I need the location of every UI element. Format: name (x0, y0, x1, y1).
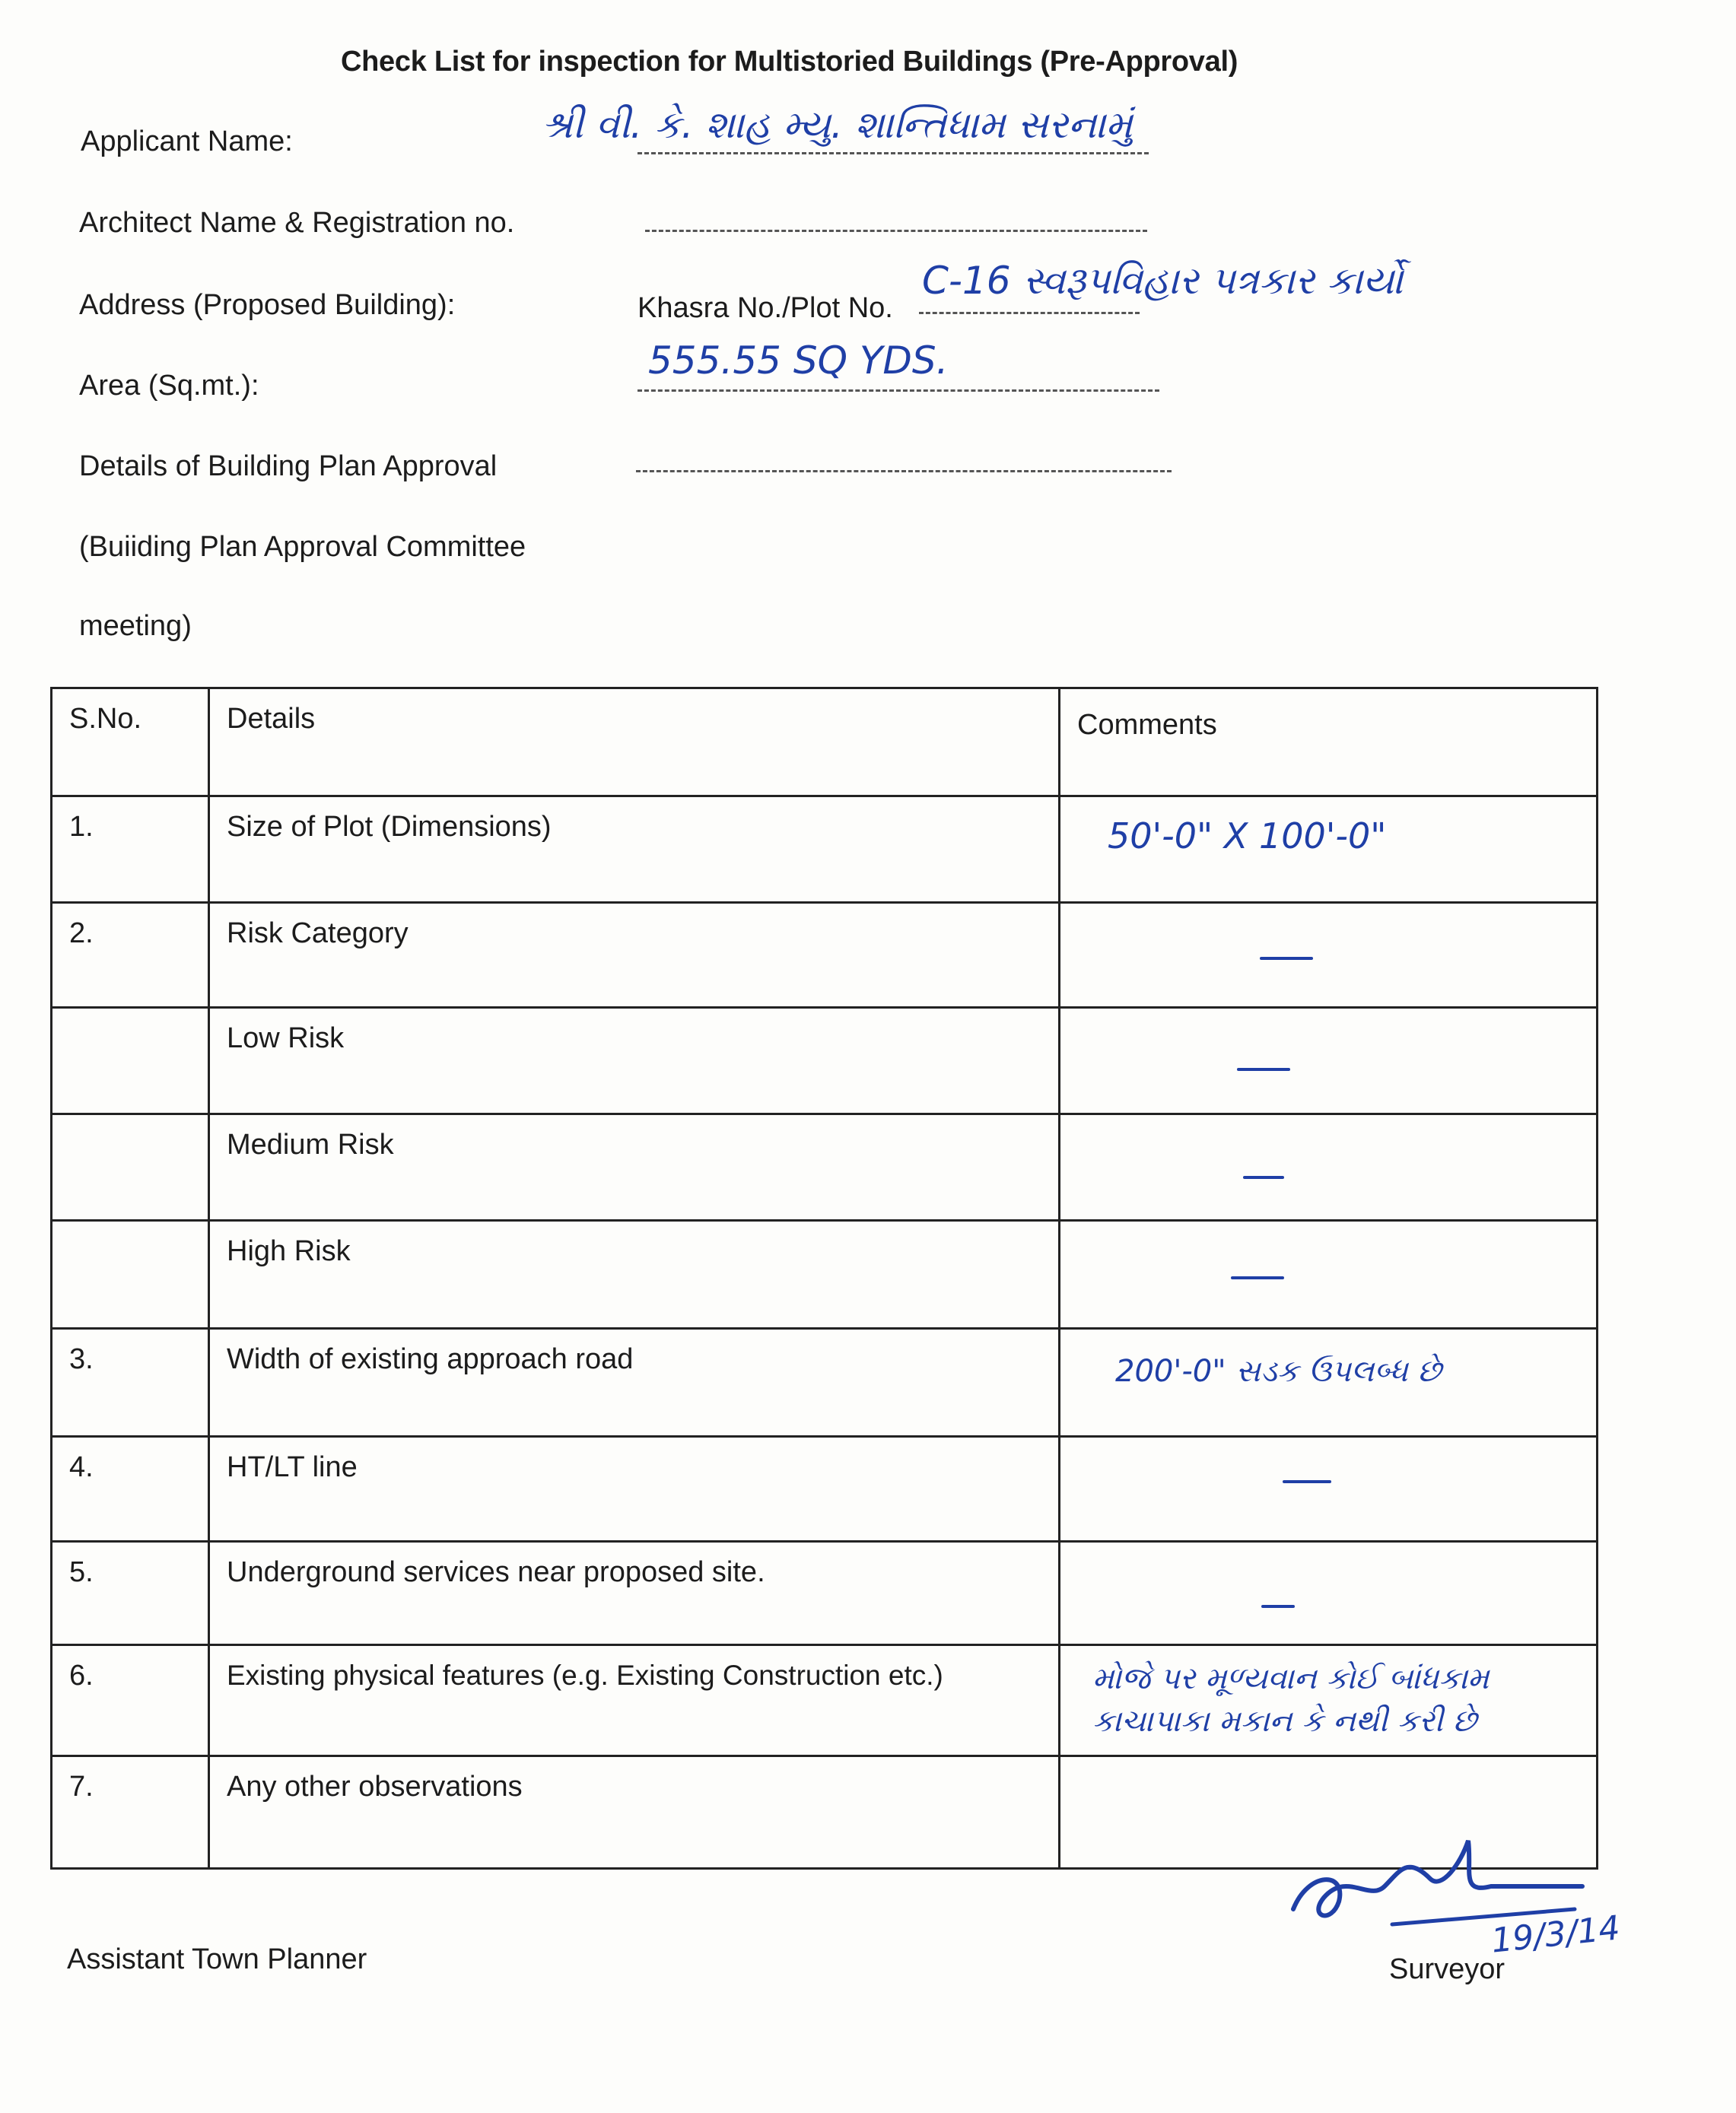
row-details: Underground services near proposed site. (209, 1542, 1060, 1645)
table-row (52, 1542, 1598, 1645)
surveyor-label: Surveyor (1389, 1953, 1505, 1985)
comment-handwriting-line1: મોજે પર મૂળ્યવાન કોઈ બાંધકામ (1092, 1661, 1490, 1696)
header-details: Details (209, 688, 1060, 796)
row-comment (1060, 1542, 1598, 1645)
comment-dash-mark (1283, 1480, 1331, 1483)
architect-line (645, 230, 1147, 232)
document-title: Check List for inspection for Multistoried Buildings (Pre-Approval) (341, 46, 1238, 78)
comment-handwriting-line2: કાચાપાકા મકાન કે નથી કરી છે (1092, 1704, 1477, 1739)
header-comments: Comments (1060, 688, 1598, 796)
address-label: Address (Proposed Building): (79, 289, 456, 321)
row-details: HT/LT line (209, 1437, 1060, 1542)
row-comment (1060, 796, 1598, 903)
row-details: Width of existing approach road (209, 1329, 1060, 1437)
row-details: Size of Plot (Dimensions) (209, 796, 1060, 903)
area-line (637, 389, 1159, 392)
row-details: Any other observations (209, 1756, 1060, 1869)
bp-approval-label-line1: Details of Building Plan Approval (79, 450, 498, 482)
comment-handwriting: 200'-0" સડક ઉપલબ્ધ છે (1115, 1354, 1442, 1389)
row-sno (52, 1114, 209, 1221)
table-row (52, 796, 1598, 903)
row-sno: 7. (52, 1756, 209, 1869)
table-row (52, 1645, 1598, 1756)
table-row (52, 1114, 1598, 1221)
row-sno: 5. (52, 1542, 209, 1645)
row-sno (52, 1008, 209, 1114)
applicant-name-value: શ્રી વી. કે. શાહ મ્યુ. શાન્તિધામ સરનામું (542, 103, 1133, 147)
row-comment (1060, 1221, 1598, 1329)
row-sno: 6. (52, 1645, 209, 1756)
table-row (52, 1329, 1598, 1437)
comment-handwriting: 50'-0" X 100'-0" (1108, 815, 1387, 856)
table-row (52, 903, 1598, 1008)
row-details: Low Risk (209, 1008, 1060, 1114)
row-comment (1060, 1437, 1598, 1542)
table-row (52, 1008, 1598, 1114)
row-comment (1060, 903, 1598, 1008)
row-comment (1060, 1008, 1598, 1114)
row-comment (1060, 1645, 1598, 1756)
row-sno: 4. (52, 1437, 209, 1542)
bp-approval-label-line2: (Buiiding Plan Approval Committee (79, 531, 526, 563)
header-sno: S.No. (52, 688, 209, 796)
area-label: Area (Sq.mt.): (79, 370, 259, 402)
row-sno: 2. (52, 903, 209, 1008)
row-details: High Risk (209, 1221, 1060, 1329)
khasra-value: C-16 સ્વરૂપવિહાર પત્રકાર કાર્યો (922, 259, 1404, 303)
table-row (52, 1221, 1598, 1329)
architect-label: Architect Name & Registration no. (79, 207, 515, 239)
comment-dash-mark (1237, 1068, 1290, 1071)
table-header-row (52, 688, 1598, 796)
signature-date: 19/3/14 (1489, 1908, 1622, 1961)
row-comment (1060, 1329, 1598, 1437)
comment-dash-mark (1243, 1176, 1284, 1179)
bp-approval-label-line3: meeting) (79, 610, 192, 642)
row-details: Medium Risk (209, 1114, 1060, 1221)
comment-dash-mark (1231, 1276, 1284, 1279)
comment-dash-mark (1260, 957, 1313, 960)
bp-approval-line (636, 470, 1172, 472)
row-details: Risk Category (209, 903, 1060, 1008)
row-sno: 1. (52, 796, 209, 903)
row-comment (1060, 1114, 1598, 1221)
khasra-line (919, 312, 1140, 314)
checklist-table (50, 687, 1598, 1870)
row-details: Existing physical features (e.g. Existing Construction etc.) (209, 1645, 1060, 1756)
khasra-label: Khasra No./Plot No. (637, 292, 893, 324)
comment-dash-mark (1261, 1605, 1295, 1608)
area-value: 555.55 SQ YDS. (648, 338, 949, 383)
assistant-town-planner-label: Assistant Town Planner (67, 1943, 367, 1975)
row-sno: 3. (52, 1329, 209, 1437)
applicant-name-line (637, 152, 1149, 154)
table-row (52, 1437, 1598, 1542)
applicant-name-label: Applicant Name: (81, 126, 293, 157)
row-sno (52, 1221, 209, 1329)
